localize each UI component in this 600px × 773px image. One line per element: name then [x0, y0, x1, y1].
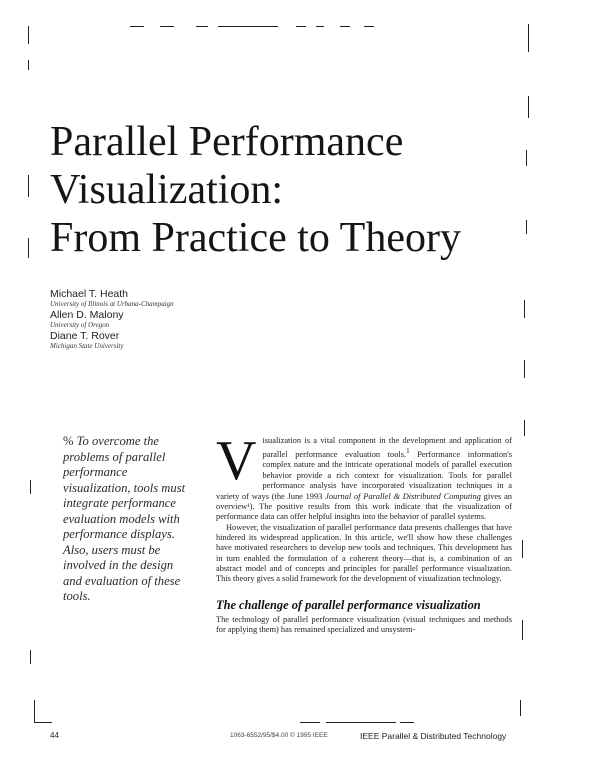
- author-name: Diane T. Rover: [50, 330, 120, 342]
- paragraph-text: Performance information's complex nature and the intricate operational models of parallel execution behavior provide a rich context for visualization. Tools for parallel performance analysis have incorporated visualization techniques in a variety of ways (the June 1993: [216, 450, 513, 501]
- drop-cap: V: [216, 430, 257, 492]
- paragraph: The technology of parallel performance visualization (visual techniques and methods for applying them) has remained specialized and unsystem-: [216, 615, 512, 635]
- crop-mark: [28, 238, 29, 258]
- pull-quote-mark: %: [63, 434, 74, 448]
- author-affiliation: University of Oregon: [50, 321, 110, 329]
- crop-mark: [34, 722, 52, 723]
- crop-mark: [34, 700, 35, 722]
- crop-mark: [30, 650, 31, 664]
- journal-name: Journal of Parallel & Distributed Computing: [325, 491, 481, 501]
- paragraph-text: isualization is a vital component in the development and application of parallel performance evaluation tools.: [262, 436, 512, 460]
- article-title: [50, 118, 550, 262]
- crop-mark: [528, 96, 529, 118]
- title-line: From Practice to Theory: [50, 215, 461, 261]
- author-affiliation: Michigan State University: [50, 342, 124, 350]
- crop-mark: [522, 540, 523, 558]
- author-list: [50, 288, 350, 351]
- crop-mark: [340, 26, 350, 27]
- crop-mark: [28, 26, 29, 44]
- crop-mark: [522, 620, 523, 640]
- author-name: Michael T. Heath: [50, 288, 129, 300]
- pull-quote-text: To overcome the problems of parallel performance visualization, tools must integrate performance evaluation models with performance displays. Also, users must be involved in the design and evaluation of these tools.: [63, 434, 186, 603]
- crop-mark: [524, 300, 525, 318]
- article-body: [216, 430, 513, 636]
- journal-name-footer: IEEE Parallel & Distributed Technology: [360, 731, 507, 741]
- crop-mark: [528, 24, 529, 52]
- paragraph: However, the visualization of parallel performance data presents challenges that have hindered its widespread application. In this article, we'll show how these challenges have motivated researchers to develop new tools and techniques. This development has in turn enabled the formulation of a coherent theory—that is, a combination of an abstract model and of concepts and principles for parallel performance visualization. This theory gives a solid framework for the development of visualization technology.: [216, 522, 512, 584]
- crop-mark: [30, 480, 31, 494]
- crop-mark: [524, 360, 525, 378]
- issn-line: 1063-6552/95/$4.00 © 1995 IEEE: [230, 732, 328, 739]
- crop-mark: [316, 26, 324, 27]
- crop-mark: [28, 175, 29, 197]
- crop-mark: [28, 60, 29, 70]
- title-line: Parallel Performance: [50, 119, 404, 165]
- page-number: 44: [50, 731, 59, 740]
- section-heading: The challenge of parallel performance visualization: [216, 597, 481, 612]
- pull-quote: [63, 434, 193, 605]
- crop-mark: [524, 420, 525, 436]
- crop-mark: [520, 700, 521, 716]
- footnote-ref: 1: [406, 447, 410, 456]
- author-name: Allen D. Malony: [50, 309, 124, 321]
- crop-mark: [364, 26, 374, 27]
- crop-mark: [218, 26, 278, 27]
- crop-mark: [160, 26, 174, 27]
- crop-mark: [196, 26, 208, 27]
- page-footer: [0, 731, 600, 745]
- paragraph-text: gives an overview¹). The positive results from this work indicate that the visualization of performance data can offer helpful insights into the behavior of parallel systems.: [216, 491, 512, 522]
- crop-mark: [326, 722, 396, 723]
- author-affiliation: University of Illinois at Urbana-Champaign: [50, 300, 174, 308]
- paragraph: [216, 430, 513, 523]
- crop-mark: [296, 26, 306, 27]
- title-line: Visualization:: [50, 167, 284, 213]
- crop-mark: [300, 722, 320, 723]
- crop-mark: [400, 722, 414, 723]
- crop-mark: [130, 26, 144, 27]
